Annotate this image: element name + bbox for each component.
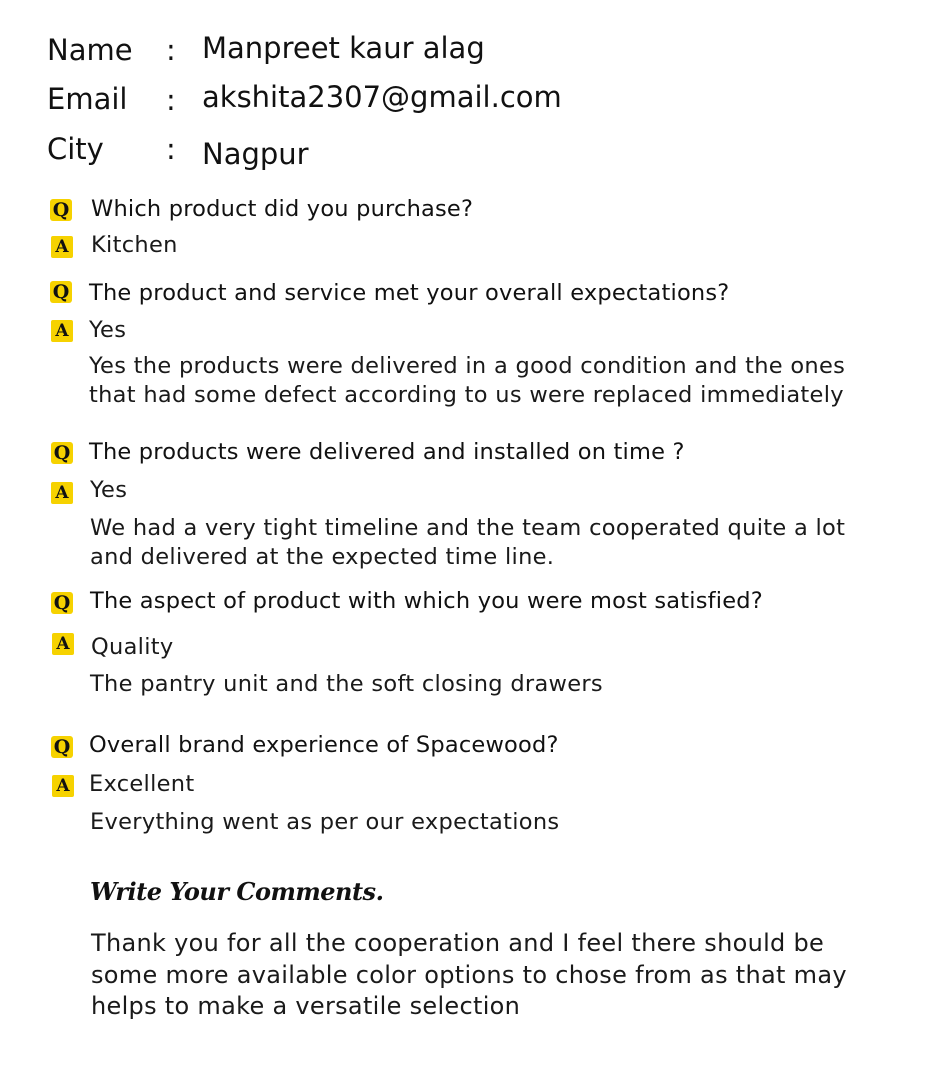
answer-detail [90, 808, 559, 837]
answer-badge-icon: A [51, 236, 73, 258]
answer-detail [90, 670, 603, 699]
answer-detail [90, 514, 845, 572]
question-text: The product and service met your overall expectations? [89, 280, 730, 306]
comment-line: some more available color options to chose from as that may [91, 960, 847, 989]
question-badge-icon: Q [51, 592, 73, 614]
answer-badge-icon: A [52, 775, 74, 797]
question-badge-icon: Q [50, 281, 72, 303]
comments-heading: Write Your Comments. [90, 877, 384, 906]
answer-text: Quality [91, 634, 174, 660]
answer-detail-line: Everything went as per our expectations [90, 809, 560, 835]
answer-text: Yes [89, 317, 127, 343]
answer-detail-line: Yes the products were delivered in a good condition and the ones [89, 353, 846, 379]
answer-detail [89, 352, 845, 410]
answer-detail-line: and delivered at the expected time line. [90, 544, 555, 570]
question-text: Overall brand experience of Spacewood? [89, 732, 559, 758]
answer-badge-icon: A [51, 320, 73, 342]
question-badge-icon: Q [51, 442, 73, 464]
comment-line: Thank you for all the cooperation and I feel there should be [91, 929, 825, 957]
answer-badge-icon: A [51, 482, 73, 504]
answer-badge-icon: A [52, 633, 74, 655]
name-field-value: Manpreet kaur alag [202, 31, 485, 65]
question-text: Which product did you purchase? [91, 196, 474, 222]
email-field-label: Email [47, 82, 128, 116]
name-field-colon: : [166, 33, 176, 67]
question-badge-icon: Q [50, 199, 72, 221]
name-field-label: Name [47, 33, 133, 67]
email-field-colon: : [166, 83, 176, 117]
answer-text: Yes [90, 477, 128, 503]
question-badge-icon: Q [51, 736, 73, 758]
email-field-value: akshita2307@gmail.com [202, 80, 562, 114]
question-text: The aspect of product with which you were most satisfied? [90, 588, 763, 614]
city-field-colon: : [166, 132, 176, 166]
answer-text: Kitchen [91, 232, 178, 258]
answer-text: Excellent [89, 771, 195, 797]
question-text: The products were delivered and installed on time ? [89, 439, 685, 465]
answer-detail-line: We had a very tight timeline and the team cooperated quite a lot [90, 515, 846, 541]
city-field-value: Nagpur [202, 137, 309, 171]
comments-text [91, 928, 931, 1023]
answer-detail-line: The pantry unit and the soft closing drawers [90, 671, 603, 697]
answer-detail-line: that had some defect according to us were replaced immediately [89, 382, 844, 408]
comment-line: helps to make a versatile selection [91, 992, 521, 1020]
city-field-label: City [47, 132, 104, 166]
